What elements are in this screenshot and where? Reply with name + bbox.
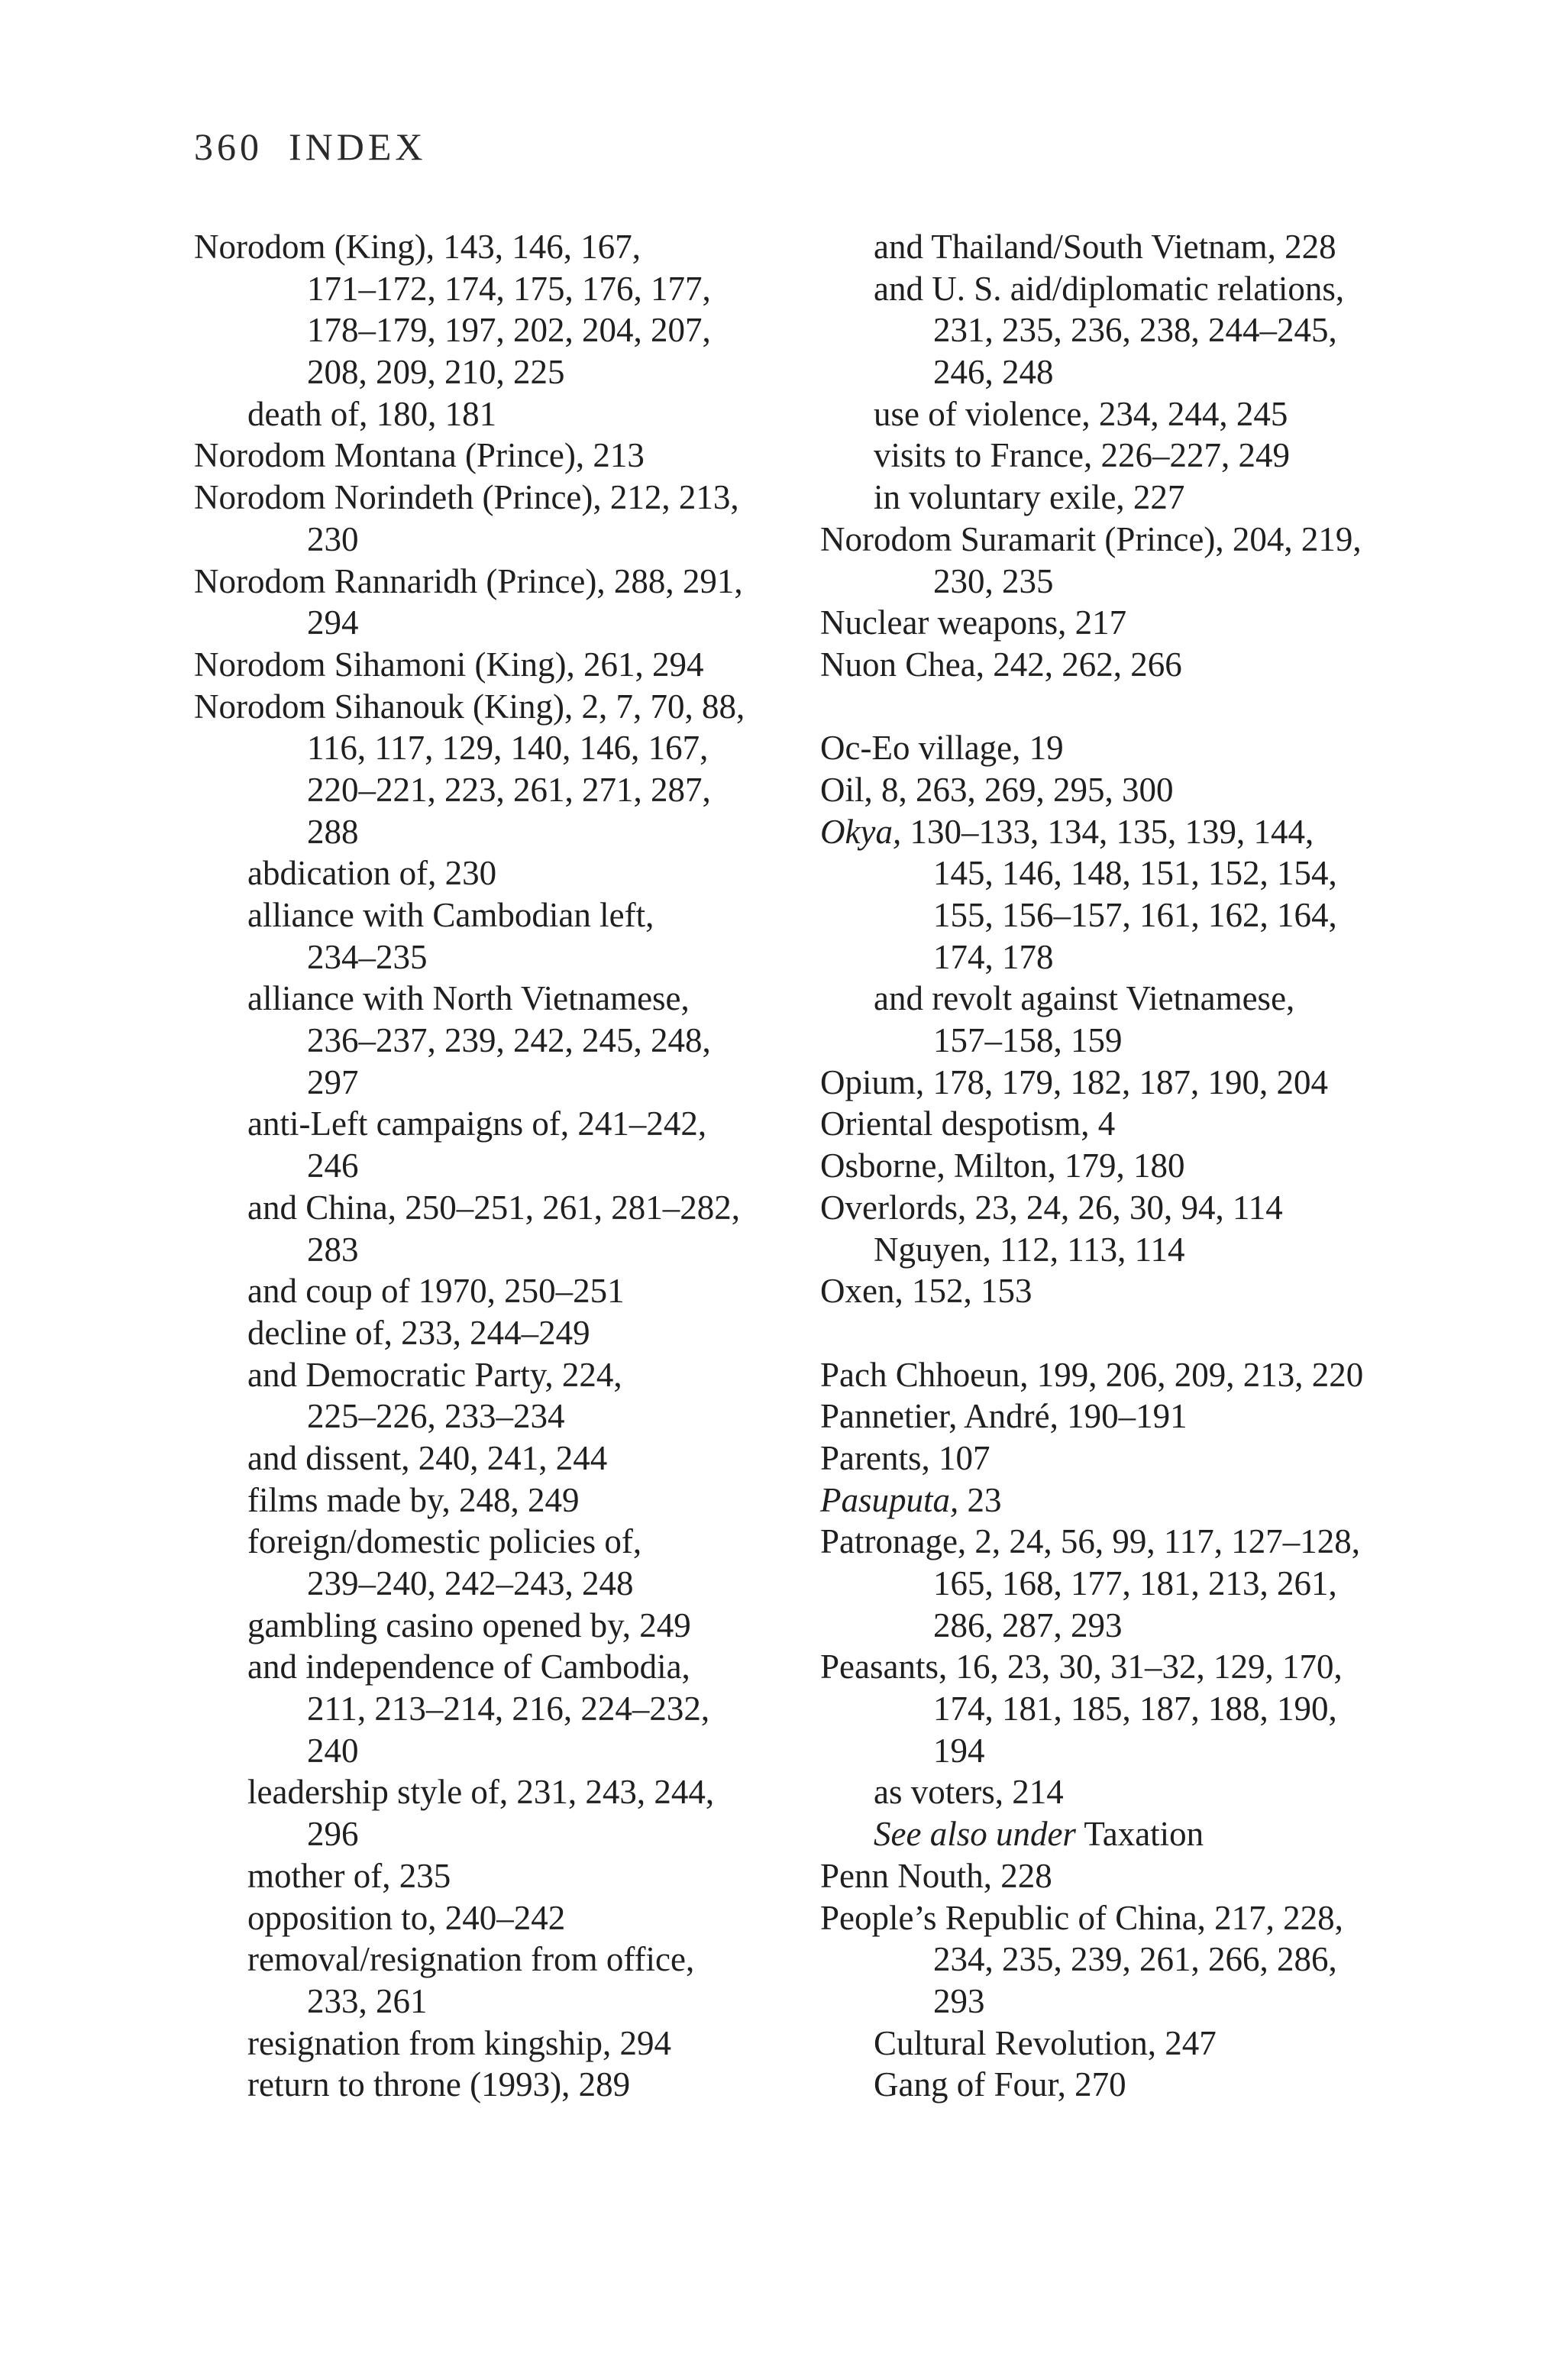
page-number: 360 [194, 125, 263, 168]
index-entry [194, 435, 782, 477]
index-text: leadership style of, 231, 243, 244, [247, 1773, 715, 1812]
index-text: Opium, 178, 179, 182, 187, 190, 204 [820, 1062, 1329, 1101]
index-text: Taxation [1075, 1815, 1204, 1854]
index-entry [820, 1354, 1454, 1396]
index-subentry [194, 2064, 782, 2106]
index-subentry [194, 393, 782, 435]
index-entry [194, 477, 782, 519]
index-text: 231, 235, 236, 238, 244–245, [933, 311, 1337, 350]
index-entry [820, 519, 1454, 561]
index-subentry [820, 2064, 1454, 2106]
index-text: 246 [307, 1146, 359, 1185]
index-text: Oxen, 152, 153 [820, 1272, 1032, 1311]
index-text: 297 [307, 1062, 359, 1101]
index-text: 236–237, 239, 242, 245, 248, [307, 1021, 711, 1060]
index-text: Nuclear weapons, 217 [820, 603, 1127, 642]
index-continuation [194, 727, 782, 769]
index-text: 130–133, 134, 135, 139, 144, [901, 812, 1314, 851]
index-subentry [194, 894, 782, 936]
letter-group-gap [820, 1312, 1454, 1354]
index-continuation [194, 1563, 782, 1605]
index-text: as voters, 214 [874, 1773, 1064, 1812]
index-text: visits to France, 226–227, 249 [874, 436, 1290, 475]
index-text: 157–158, 159 [933, 1021, 1123, 1060]
index-continuation [194, 1229, 782, 1271]
index-entry [820, 1145, 1454, 1187]
index-text: Oil, 8, 263, 269, 295, 300 [820, 770, 1174, 809]
index-text: Cultural Revolution, 247 [874, 2023, 1217, 2062]
index-text: 286, 287, 293 [933, 1606, 1123, 1644]
index-continuation [820, 1981, 1454, 2023]
index-text: resignation from kingship, 294 [247, 2023, 671, 2062]
index-continuation [194, 936, 782, 978]
index-column-right [820, 226, 1454, 2106]
index-continuation [194, 1062, 782, 1104]
index-text: Norodom Norindeth (Prince), 212, 213, [194, 478, 739, 517]
index-column-left [194, 226, 782, 2106]
index-text: Norodom (King), 143, 146, 167, [194, 228, 641, 266]
index-entry [820, 602, 1454, 644]
index-entry [194, 561, 782, 603]
index-text: Nguyen, 112, 113, 114 [874, 1230, 1185, 1269]
index-text: 174, 178 [933, 937, 1054, 976]
index-text: in voluntary exile, 227 [874, 478, 1185, 517]
index-text: Norodom Montana (Prince), 213 [194, 436, 645, 475]
index-text: 211, 213–214, 216, 224–232, [307, 1690, 710, 1728]
index-entry [820, 1646, 1454, 1688]
index-entry [820, 727, 1454, 769]
index-text: 240 [307, 1731, 359, 1770]
index-text: alliance with Cambodian left, [247, 896, 654, 934]
index-text: 239–240, 242–243, 248 [307, 1564, 634, 1602]
index-subentry [820, 1771, 1454, 1813]
index-text: Norodom Rannaridh (Prince), 288, 291, [194, 561, 743, 600]
index-entry [820, 1103, 1454, 1145]
index-subentry [820, 435, 1454, 477]
index-subentry [194, 1187, 782, 1229]
index-subentry [194, 2023, 782, 2065]
index-text: 296 [307, 1815, 359, 1854]
index-text: 208, 209, 210, 225 [307, 353, 565, 392]
index-text: 288 [307, 812, 359, 851]
index-subentry [194, 1855, 782, 1897]
letter-group-gap [820, 686, 1454, 728]
index-text: abdication of, 230 [247, 854, 497, 893]
index-subentry [194, 1103, 782, 1145]
index-entry [820, 644, 1454, 686]
index-subentry [194, 1771, 782, 1813]
index-continuation [194, 1981, 782, 2023]
index-text: and U. S. aid/diplomatic relations, [874, 269, 1345, 308]
index-entry [820, 1187, 1454, 1229]
index-continuation [820, 852, 1454, 894]
index-text: 246, 248 [933, 353, 1054, 392]
index-text: foreign/domestic policies of, [247, 1522, 642, 1561]
index-text: 23 [958, 1480, 1002, 1519]
index-continuation [820, 1730, 1454, 1772]
index-continuation [194, 1813, 782, 1855]
index-text: removal/resignation from office, [247, 1940, 695, 1979]
index-text: 155, 156–157, 161, 162, 164, [933, 896, 1337, 934]
index-text: 171–172, 174, 175, 176, 177, [307, 269, 711, 308]
index-continuation [194, 769, 782, 811]
index-text: 283 [307, 1230, 359, 1269]
index-text: Overlords, 23, 24, 26, 30, 94, 114 [820, 1188, 1283, 1227]
index-subentry [820, 477, 1454, 519]
index-italic-term: Pasuputa, [820, 1480, 959, 1519]
index-entry [820, 1521, 1454, 1563]
index-text: opposition to, 240–242 [247, 1898, 566, 1937]
index-text: Norodom Sihanouk (King), 2, 7, 70, 88, [194, 687, 745, 726]
index-subentry [820, 2023, 1454, 2065]
index-continuation [820, 894, 1454, 936]
index-text: death of, 180, 181 [247, 394, 497, 433]
index-text: Penn Nouth, 228 [820, 1856, 1052, 1895]
index-text: 174, 181, 185, 187, 188, 190, [933, 1690, 1337, 1728]
index-text: Norodom Sihamoni (King), 261, 294 [194, 645, 704, 684]
index-continuation [194, 1145, 782, 1187]
index-text: use of violence, 234, 244, 245 [874, 394, 1288, 433]
index-entry [820, 1062, 1454, 1104]
index-text: 293 [933, 1981, 985, 2020]
index-subentry [194, 978, 782, 1020]
index-text: Peasants, 16, 23, 30, 31–32, 129, 170, [820, 1648, 1343, 1686]
index-continuation [194, 519, 782, 561]
index-continuation [820, 1939, 1454, 1981]
index-entry [820, 811, 1454, 853]
index-continuation [194, 1395, 782, 1437]
index-continuation [820, 351, 1454, 393]
index-text: and Democratic Party, 224, [247, 1355, 622, 1394]
index-subentry [194, 1605, 782, 1647]
index-entry [194, 226, 782, 268]
index-continuation [820, 1563, 1454, 1605]
index-text: 165, 168, 177, 181, 213, 261, [933, 1564, 1337, 1602]
index-text: Patronage, 2, 24, 56, 99, 117, 127–128, [820, 1522, 1361, 1561]
index-continuation [820, 1688, 1454, 1730]
index-subentry [820, 1229, 1454, 1271]
index-subentry [820, 268, 1454, 310]
running-head [194, 124, 427, 170]
index-subentry [194, 1646, 782, 1688]
index-entry [820, 1437, 1454, 1479]
index-text: gambling casino opened by, 249 [247, 1606, 691, 1644]
index-text: Gang of Four, 270 [874, 2065, 1126, 2104]
running-title: INDEX [289, 125, 427, 168]
index-text: Pannetier, André, 190–191 [820, 1397, 1188, 1436]
index-text: and revolt against Vietnamese, [874, 979, 1295, 1018]
index-italic-term: See also under [874, 1815, 1076, 1854]
index-continuation [820, 936, 1454, 978]
index-subentry [194, 1521, 782, 1563]
index-entry [820, 769, 1454, 811]
index-text: and independence of Cambodia, [247, 1648, 690, 1686]
index-subentry [194, 1939, 782, 1981]
index-subentry [194, 852, 782, 894]
index-subentry [194, 1897, 782, 1939]
index-text: and dissent, 240, 241, 244 [247, 1438, 608, 1477]
index-text: Oc-Eo village, 19 [820, 729, 1064, 768]
index-entry [194, 644, 782, 686]
index-text: 230 [307, 519, 359, 558]
index-text: Norodom Suramarit (Prince), 204, 219, [820, 519, 1362, 558]
index-continuation [194, 309, 782, 351]
index-text: decline of, 233, 244–249 [247, 1313, 590, 1352]
index-text: Parents, 107 [820, 1438, 990, 1477]
index-text: 234–235 [307, 937, 428, 976]
index-continuation [194, 1730, 782, 1772]
index-text: alliance with North Vietnamese, [247, 979, 690, 1018]
index-entry [194, 686, 782, 728]
index-text: 233, 261 [307, 1981, 428, 2020]
index-subentry [194, 1479, 782, 1521]
index-text: 234, 235, 239, 261, 266, 286, [933, 1940, 1337, 1979]
index-text: 220–221, 223, 261, 271, 287, [307, 770, 711, 809]
index-continuation [820, 1605, 1454, 1647]
index-entry [820, 1270, 1454, 1312]
index-entry [820, 1855, 1454, 1897]
index-subentry [194, 1437, 782, 1479]
index-continuation [820, 309, 1454, 351]
index-continuation [194, 1020, 782, 1062]
index-text: and Thailand/South Vietnam, 228 [874, 228, 1336, 266]
index-subentry [820, 1813, 1454, 1855]
index-text: and coup of 1970, 250–251 [247, 1272, 625, 1311]
index-continuation [194, 1688, 782, 1730]
index-text: 116, 117, 129, 140, 146, 167, [307, 729, 709, 768]
index-text: 178–179, 197, 202, 204, 207, [307, 311, 711, 350]
index-continuation [194, 602, 782, 644]
index-subentry [194, 1354, 782, 1396]
index-continuation [820, 561, 1454, 603]
index-text: Oriental despotism, 4 [820, 1104, 1116, 1143]
index-subentry [820, 978, 1454, 1020]
index-entry [820, 1479, 1454, 1521]
index-text: 225–226, 233–234 [307, 1397, 565, 1436]
index-text: Nuon Chea, 242, 262, 266 [820, 645, 1182, 684]
index-text: Pach Chhoeun, 199, 206, 209, 213, 220 [820, 1355, 1364, 1394]
index-continuation [194, 268, 782, 310]
index-continuation [194, 351, 782, 393]
index-continuation [194, 811, 782, 853]
index-entry [820, 1395, 1454, 1437]
index-text: 294 [307, 603, 359, 642]
index-text: mother of, 235 [247, 1856, 451, 1895]
index-subentry [194, 1270, 782, 1312]
index-text: return to throne (1993), 289 [247, 2065, 631, 2104]
index-subentry [194, 1312, 782, 1354]
index-subentry [820, 226, 1454, 268]
index-entry [820, 1897, 1454, 1939]
index-text: Osborne, Milton, 179, 180 [820, 1146, 1185, 1185]
index-text: and China, 250–251, 261, 281–282, [247, 1188, 740, 1227]
index-text: 145, 146, 148, 151, 152, 154, [933, 854, 1337, 893]
index-text: 230, 235 [933, 561, 1054, 600]
index-text: anti-Left campaigns of, 241–242, [247, 1104, 707, 1143]
index-italic-term: Okya, [820, 812, 902, 851]
index-continuation [820, 1020, 1454, 1062]
index-subentry [820, 393, 1454, 435]
index-text: People’s Republic of China, 217, 228, [820, 1898, 1343, 1937]
index-text: 194 [933, 1731, 985, 1770]
index-text: films made by, 248, 249 [247, 1480, 580, 1519]
